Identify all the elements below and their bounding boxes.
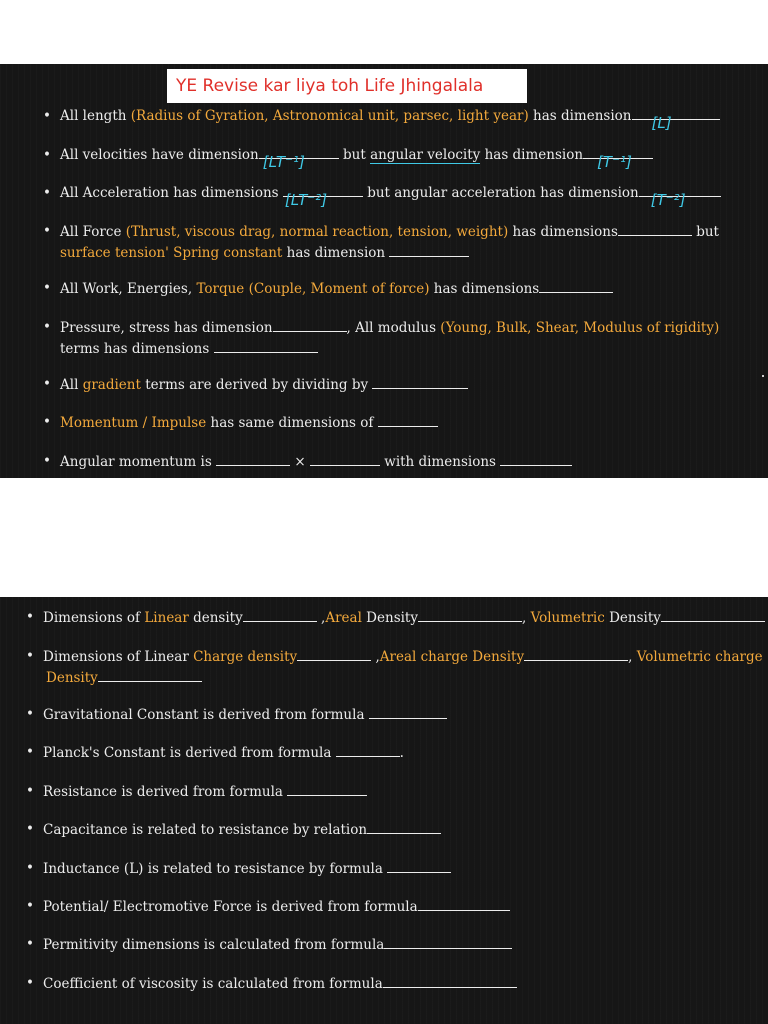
answer-blank: [T⁻¹]	[583, 158, 653, 159]
bullet-gradient: • All gradient terms are derived by dividing by	[60, 374, 468, 395]
bullet-work-energy: • All Work, Energies, Torque (Couple, Moment of force) has dimensions	[60, 278, 613, 299]
bullet-length: • All length (Radius of Gyration, Astronomical unit, parsec, light year) has dimension [L]	[60, 106, 720, 126]
slide-title-box	[167, 69, 527, 103]
slide-derived-dimensions	[0, 597, 768, 1024]
bullet-permitivity: • Permitivity dimensions is calculated from formula	[43, 934, 512, 955]
bullet-angular-momentum: • Angular momentum is × with dimensions	[60, 451, 572, 472]
answer-blank: [LT⁻²]	[283, 196, 363, 197]
speck	[762, 375, 764, 377]
bullet-planck-constant: • Planck's Constant is derived from formula .	[26, 744, 404, 761]
slide-title: YE Revise kar liya toh Life Jhingalala	[176, 76, 484, 96]
bullet-viscosity: • Coefficient of viscosity is calculated from formula	[43, 973, 517, 994]
bullet-inductance: • Inductance (L) is related to resistance by formula	[43, 858, 451, 879]
bullet-densities: • Dimensions of Linear density ,Areal Density , Volumetric Density	[43, 607, 765, 628]
bullet-pressure-modulus: • Pressure, stress has dimension , All modulus (Young, Bulk, Shear, Modulus of rigidity) terms has dimensions	[43, 319, 720, 357]
bullet-resistance: • Resistance is derived from formula	[43, 781, 367, 802]
bullet-acceleration: • All Acceleration has dimensions [LT⁻²] but angular acceleration has dimension [T⁻²]	[60, 183, 721, 203]
bullet-charge-densities: • Dimensions of Linear Charge density ,Areal charge Density , Volumetric charge Density	[26, 648, 763, 686]
answer-blank: [LT⁻¹]	[259, 158, 339, 159]
bullet-force: • All Force (Thrust, viscous drag, normal reaction, tension, weight) has dimensions but surface tension' Spring constant has dimension	[43, 223, 719, 261]
bullet-velocity: • All velocities have dimension [LT⁻¹] but angular velocity has dimension [T⁻¹]	[60, 145, 653, 165]
bullet-momentum-impulse: • Momentum / Impulse has same dimensions of	[60, 412, 438, 433]
bullet-potential-emf: • Potential/ Electromotive Force is derived from formula	[43, 896, 510, 917]
slide-dimensions-revision	[0, 64, 768, 478]
answer-blank: [L]	[632, 119, 720, 120]
answer-blank: [T⁻²]	[639, 196, 721, 197]
bullet-gravitational-constant: • Gravitational Constant is derived from formula	[43, 704, 447, 725]
bullet-capacitance: • Capacitance is related to resistance by relation	[43, 819, 441, 840]
